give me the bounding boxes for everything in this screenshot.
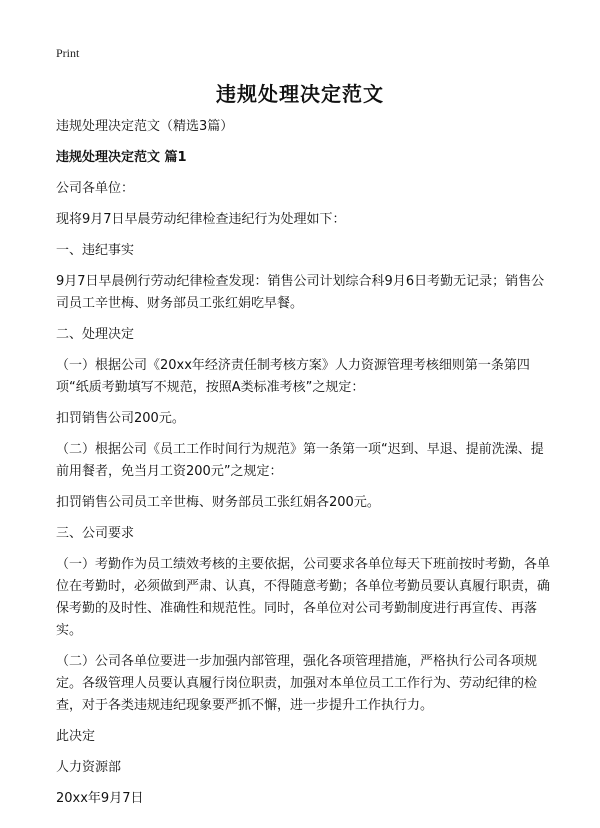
heading-decision: 二、处理决定 [56, 327, 135, 342]
violation-facts-paragraph: 9月7日早晨例行劳动纪律检查发现：销售公司计划综合科9月6日考勤无记录；销售公司员工辛世梅、财务部员工张红娟吃早餐。 [56, 274, 545, 311]
document-title: 违规处理决定范文 [216, 82, 384, 106]
heading-violation-facts: 一、违纪事实 [56, 243, 135, 258]
requirement-item-2: （二）公司各单位要进一步加强内部管理，强化各项管理措施，严格执行公司各项规定。各级管理人员要认真履行岗位职责，加强对本单位员工工作行为、劳动纪律的检查，对于各类违规违纪现象要严抓不懈，进一步提升工作执行力。 [56, 654, 538, 713]
intro-paragraph: 现将9月7日早晨劳动纪律检查违纪行为处理如下： [56, 212, 346, 227]
requirement-item-1: （一）考勤作为员工绩效考核的主要依据，公司要求各单位每天下班前按时考勤，各单位在考勤时，必须做到严肃、认真，不得随意考勤；各单位考勤员要认真履行职责，确保考勤的及时性、准确性和规范性。同时，各单位对公司考勤制度进行再宣传、再落实。 [56, 557, 551, 638]
print-label[interactable]: Print [56, 46, 80, 60]
document-body [56, 116, 556, 819]
section-heading: 违规处理决定范文 篇1 [56, 150, 187, 165]
issue-date: 20xx年9月7日 [56, 791, 144, 806]
decision-penalty-2: 扣罚销售公司员工辛世梅、财务部员工张红娟各200元。 [56, 495, 380, 510]
closing-statement: 此决定 [56, 729, 96, 744]
decision-item-1: （一）根据公司《20xx年经济责任制考核方案》人力资源管理考核细则第一条第四项“纸质考勤填写不规范，按照A类标准考核”之规定： [56, 358, 530, 395]
document-subtitle: 违规处理决定范文（精选3篇） [56, 119, 234, 134]
salutation: 公司各单位： [56, 181, 135, 196]
decision-item-2: （二）根据公司《员工工作时间行为规范》第一条第一项“迟到、早退、提前洗澡、提前用餐者，免当月工资200元”之规定： [56, 442, 544, 479]
heading-requirements: 三、公司要求 [56, 526, 135, 541]
decision-penalty-1: 扣罚销售公司200元。 [56, 411, 185, 426]
issuing-department: 人力资源部 [56, 760, 122, 775]
